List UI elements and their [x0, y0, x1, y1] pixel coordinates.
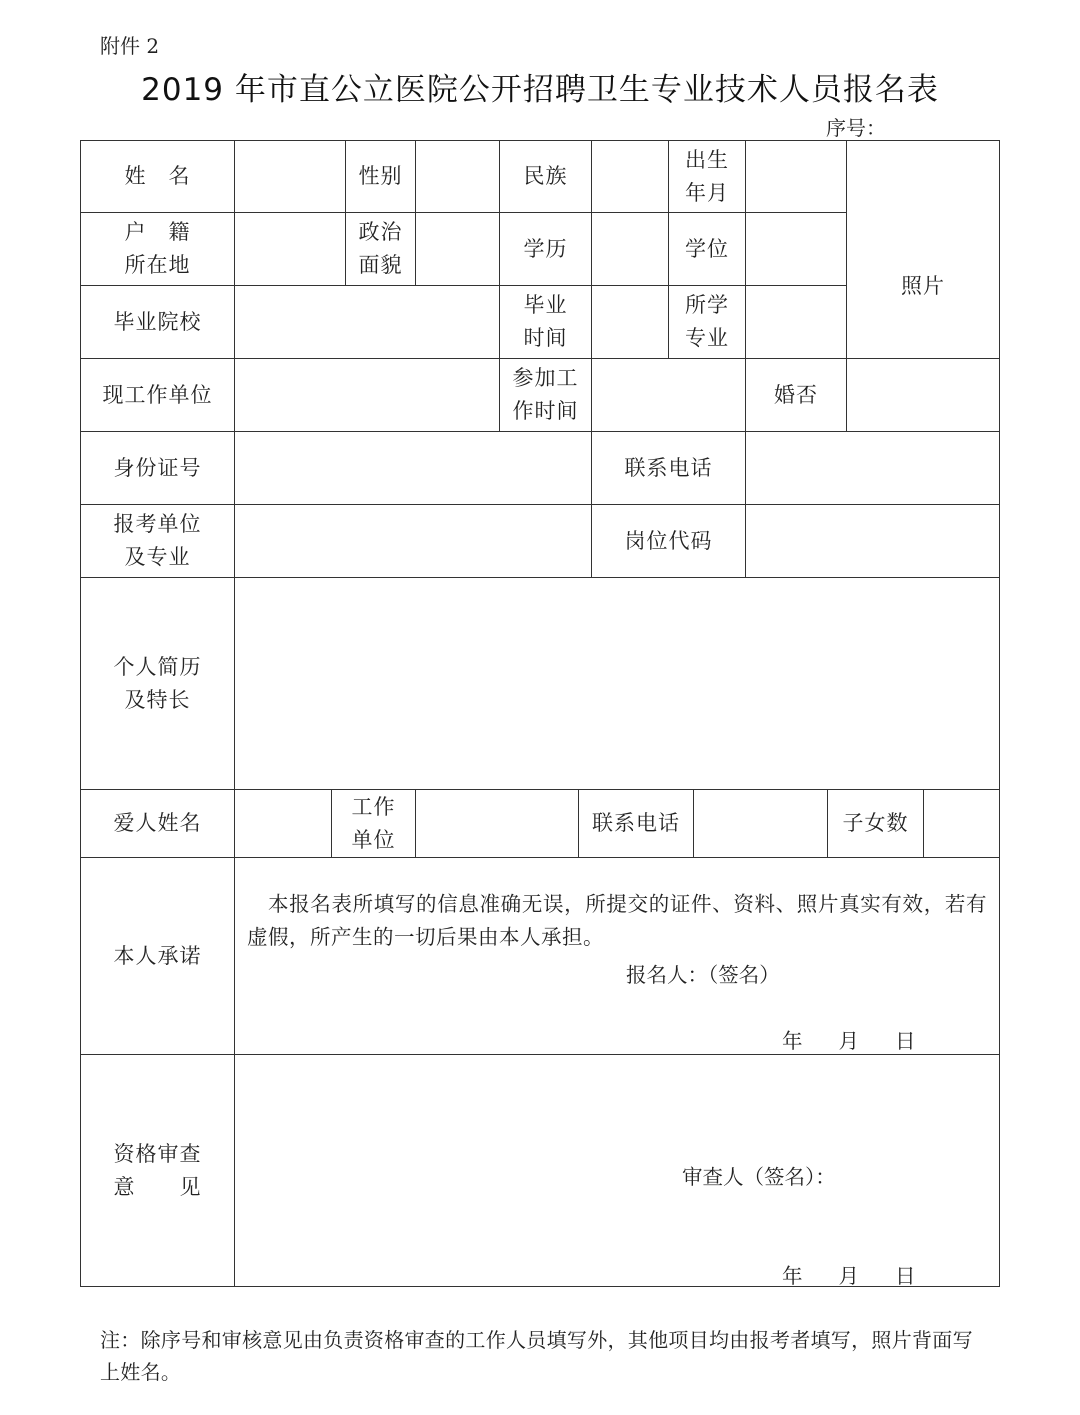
label-spouse-name — [80, 789, 234, 857]
label-employer — [80, 358, 234, 431]
field-spouse-name[interactable] — [234, 789, 331, 857]
cell-label-lines — [524, 289, 568, 355]
field-resume[interactable] — [234, 577, 1000, 789]
cell-label-lines — [114, 508, 202, 574]
field-children[interactable] — [923, 789, 1000, 857]
cell-label-text: 姓 名 — [124, 164, 191, 188]
cell-label-lines — [114, 1138, 202, 1204]
field-birth[interactable] — [745, 140, 846, 212]
cell-label-text: 性别 — [358, 164, 403, 188]
cell-label-text: 毕业院校 — [113, 309, 202, 334]
review-date — [782, 1259, 916, 1289]
cell-label-line: 参加工 — [512, 366, 579, 390]
label-review — [80, 1054, 234, 1287]
cell-label-line: 及专业 — [124, 545, 191, 569]
label-degree — [668, 212, 745, 285]
cell-label-line: 单位 — [351, 827, 396, 852]
cell-label-text: 婚否 — [774, 382, 818, 407]
pledge-text: 本报名表所填写的信息准确无误，所提交的证件、资料、照片真实有效，若有虚假，所产生的一切后果由本人承担。 — [247, 892, 987, 949]
field-gender[interactable] — [415, 140, 499, 212]
field-phone[interactable] — [745, 431, 1000, 504]
label-major — [668, 285, 745, 358]
cell-label-line: 出生 — [685, 147, 729, 172]
field-political[interactable] — [415, 212, 499, 285]
cell-label-line: 时间 — [523, 326, 568, 350]
cell-label-lines — [685, 289, 729, 355]
date-year: 年 — [782, 1029, 803, 1053]
label-id-number — [80, 431, 234, 504]
review-area[interactable] — [234, 1054, 1000, 1287]
cell-label-text: 现工作单位 — [102, 382, 213, 407]
label-apply-unit — [80, 504, 234, 577]
field-spouse-work[interactable] — [415, 789, 578, 857]
field-employer[interactable] — [234, 358, 499, 431]
field-spouse-phone[interactable] — [693, 789, 827, 857]
attachment-label: 附件 2 — [100, 34, 160, 58]
label-pledge — [80, 857, 234, 1054]
label-political — [345, 212, 415, 285]
serial-number-label: 序号： — [826, 116, 886, 140]
cell-label-text: 子女数 — [842, 811, 909, 835]
pledge-signer-label: 报名人：（签名） — [626, 963, 780, 987]
cell-label-line: 专业 — [685, 326, 729, 350]
field-education[interactable] — [591, 212, 668, 285]
cell-label-line: 个人简历 — [113, 654, 202, 679]
label-children — [827, 789, 923, 857]
cell-label-line: 报考单位 — [113, 512, 202, 536]
label-resume — [80, 577, 234, 789]
field-major[interactable] — [745, 285, 846, 358]
label-school — [80, 285, 234, 358]
field-work-start[interactable] — [591, 358, 745, 431]
date-day: 日 — [895, 1029, 916, 1053]
date-month: 月 — [838, 1029, 859, 1053]
cell-label-text: 照片 — [901, 273, 945, 298]
date-day: 日 — [895, 1264, 916, 1288]
cell-label-lines — [125, 216, 191, 282]
cell-label-text: 身份证号 — [113, 455, 202, 480]
field-post-code[interactable] — [745, 504, 1000, 577]
field-grad-time[interactable] — [591, 285, 668, 358]
field-marital[interactable] — [846, 358, 1000, 431]
cell-label-line: 面貌 — [358, 253, 403, 277]
cell-label-line: 毕业 — [523, 293, 568, 317]
label-ethnicity — [499, 140, 591, 212]
review-signer-label: 审查人（签名）： — [682, 1165, 836, 1189]
cell-label-text: 学位 — [685, 236, 729, 261]
label-marital — [745, 358, 846, 431]
field-degree[interactable] — [745, 212, 846, 285]
footnote: 注：除序号和审核意见由负责资格审查的工作人员填写外，其他项目均由报考者填写，照片背面写上姓名。 — [100, 1328, 973, 1384]
cell-label-line: 作时间 — [512, 399, 579, 423]
label-gender — [345, 140, 415, 212]
cell-label-lines — [513, 362, 579, 428]
cell-label-text: 联系电话 — [592, 811, 680, 835]
cell-label-lines — [352, 791, 396, 857]
label-spouse-phone — [578, 789, 693, 857]
cell-label-text: 民族 — [523, 164, 568, 188]
cell-label-line: 年月 — [685, 180, 729, 205]
label-birth — [668, 140, 745, 212]
label-spouse-work — [331, 789, 415, 857]
cell-label-lines — [114, 651, 202, 717]
pledge-date — [782, 1024, 916, 1054]
cell-label-text: 联系电话 — [624, 455, 713, 480]
cell-label-line: 资格审查 — [113, 1141, 202, 1166]
date-year: 年 — [782, 1264, 803, 1288]
cell-label-line: 政治 — [358, 220, 403, 244]
field-school[interactable] — [234, 285, 499, 358]
cell-label-text: 学历 — [523, 236, 568, 261]
cell-label-lines — [359, 216, 403, 282]
cell-label-line: 所学 — [685, 293, 729, 317]
date-month: 月 — [838, 1264, 859, 1288]
label-phone — [591, 431, 745, 504]
label-household — [80, 212, 234, 285]
form-title: 2019 年市直公立医院公开招聘卫生专业技术人员报名表 — [141, 72, 939, 108]
field-name[interactable] — [234, 140, 345, 212]
cell-label-line: 户 籍 — [124, 220, 191, 244]
cell-label-lines — [685, 144, 729, 210]
label-name — [80, 140, 234, 212]
label-education — [499, 212, 591, 285]
label-work-start — [499, 358, 591, 431]
cell-label-line: 及特长 — [124, 687, 191, 712]
cell-label-text: 本人承诺 — [113, 943, 202, 968]
label-grad-time — [499, 285, 591, 358]
cell-label-line: 所在地 — [124, 253, 191, 277]
cell-label-line: 意 见 — [113, 1174, 202, 1199]
field-id-number[interactable] — [234, 431, 591, 504]
cell-label-line: 工作 — [351, 794, 396, 819]
field-apply-unit[interactable] — [234, 504, 591, 577]
cell-label-text: 岗位代码 — [624, 528, 713, 553]
cell-label-text: 爱人姓名 — [113, 811, 202, 835]
label-post-code — [591, 504, 745, 577]
field-household[interactable] — [234, 212, 345, 285]
field-ethnicity[interactable] — [591, 140, 668, 212]
